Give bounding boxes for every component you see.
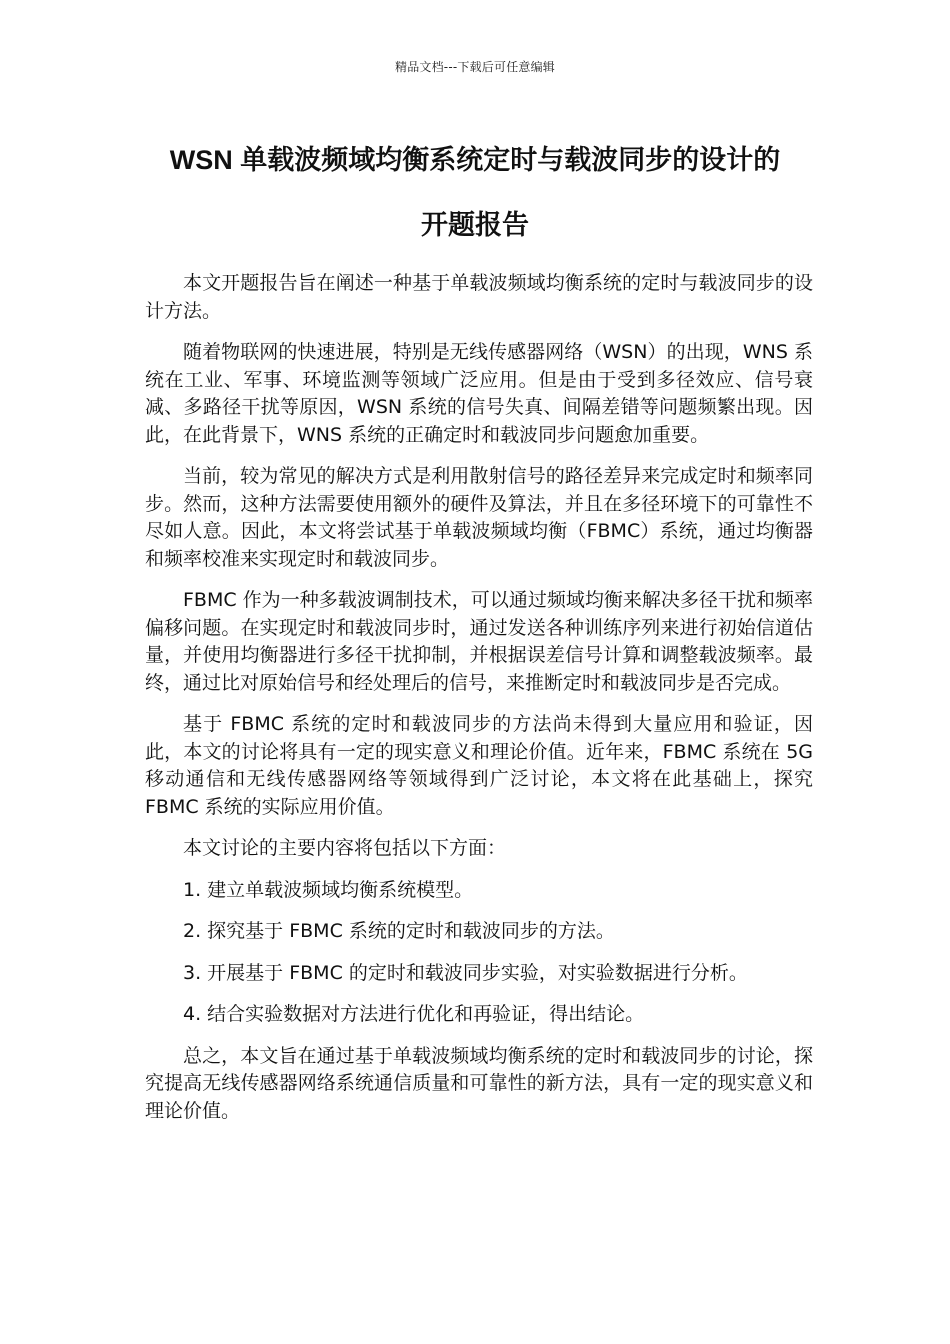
list-item: 2. 探究基于 FBMC 系统的定时和载波同步的方法。 [183, 920, 615, 942]
paragraph-background: 随着物联网的快速进展，特别是无线传感器网络（WSN）的出现，WNS 系统在工业、军事、环境监测等领域广泛应用。但是由于受到多径效应、信号衰减、多路径干扰等原因，WSN 系统的信号失真、间隔差错等问题频繁出现。因此，在此背景下，WNS 系统的正确定时和载波同步问题愈加重要。 [145, 341, 813, 446]
title-line-1: WSN 单载波频域均衡系统定时与载波同步的设计的 [169, 145, 781, 175]
list-item: 3. 开展基于 FBMC 的定时和载波同步实验，对实验数据进行分析。 [183, 961, 748, 984]
paragraph-intro: 本文开题报告旨在阐述一种基于单载波频域均衡系统的定时与载波同步的设计方法。 [145, 272, 813, 322]
paragraph-contents-intro: 本文讨论的主要内容将包括以下方面： [183, 837, 507, 859]
paragraph-current-methods: 当前，较为常见的解决方式是利用散射信号的路径差异来完成定时和频率同步。然而，这种方法需要使用额外的硬件及算法，并且在多径环境下的可靠性不尽如人意。因此，本文将尝试基于单载波频域均衡（FBMC）系统，通过均衡器和频率校准来实现定时和载波同步。 [145, 465, 813, 570]
list-item: 1. 建立单载波频域均衡系统模型。 [183, 878, 474, 901]
document-body [145, 270, 813, 1139]
document-title [120, 128, 830, 258]
paragraph-conclusion: 总之，本文旨在通过基于单载波频域均衡系统的定时和载波同步的讨论，探究提高无线传感器网络系统通信质量和可靠性的新方法，具有一定的现实意义和理论价值。 [145, 1044, 813, 1122]
paragraph-significance: 基于 FBMC 系统的定时和载波同步的方法尚未得到大量应用和验证，因此，本文的讨论将具有一定的现实意义和理论价值。近年来，FBMC 系统在 5G 移动通信和无线传感器网络等领域得到广泛讨论，本文将在此基础上，探究 FBMC 系统的实际应用价值。 [145, 713, 813, 818]
title-line-2: 开题报告 [421, 210, 529, 240]
list-item: 4. 结合实验数据对方法进行优化和再验证，得出结论。 [183, 1003, 645, 1025]
page-header: 精品文档---下载后可任意编辑 [395, 60, 555, 74]
paragraph-fbmc: FBMC 作为一种多载波调制技术，可以通过频域均衡来解决多径干扰和频率偏移问题。在实现定时和载波同步时，通过发送各种训练序列来进行初始信道估量，并使用均衡器进行多径干扰抑制，并根据误差信号计算和调整载波频率。最终，通过比对原始信号和经处理后的信号，来推断定时和载波同步是否完成。 [145, 589, 813, 694]
